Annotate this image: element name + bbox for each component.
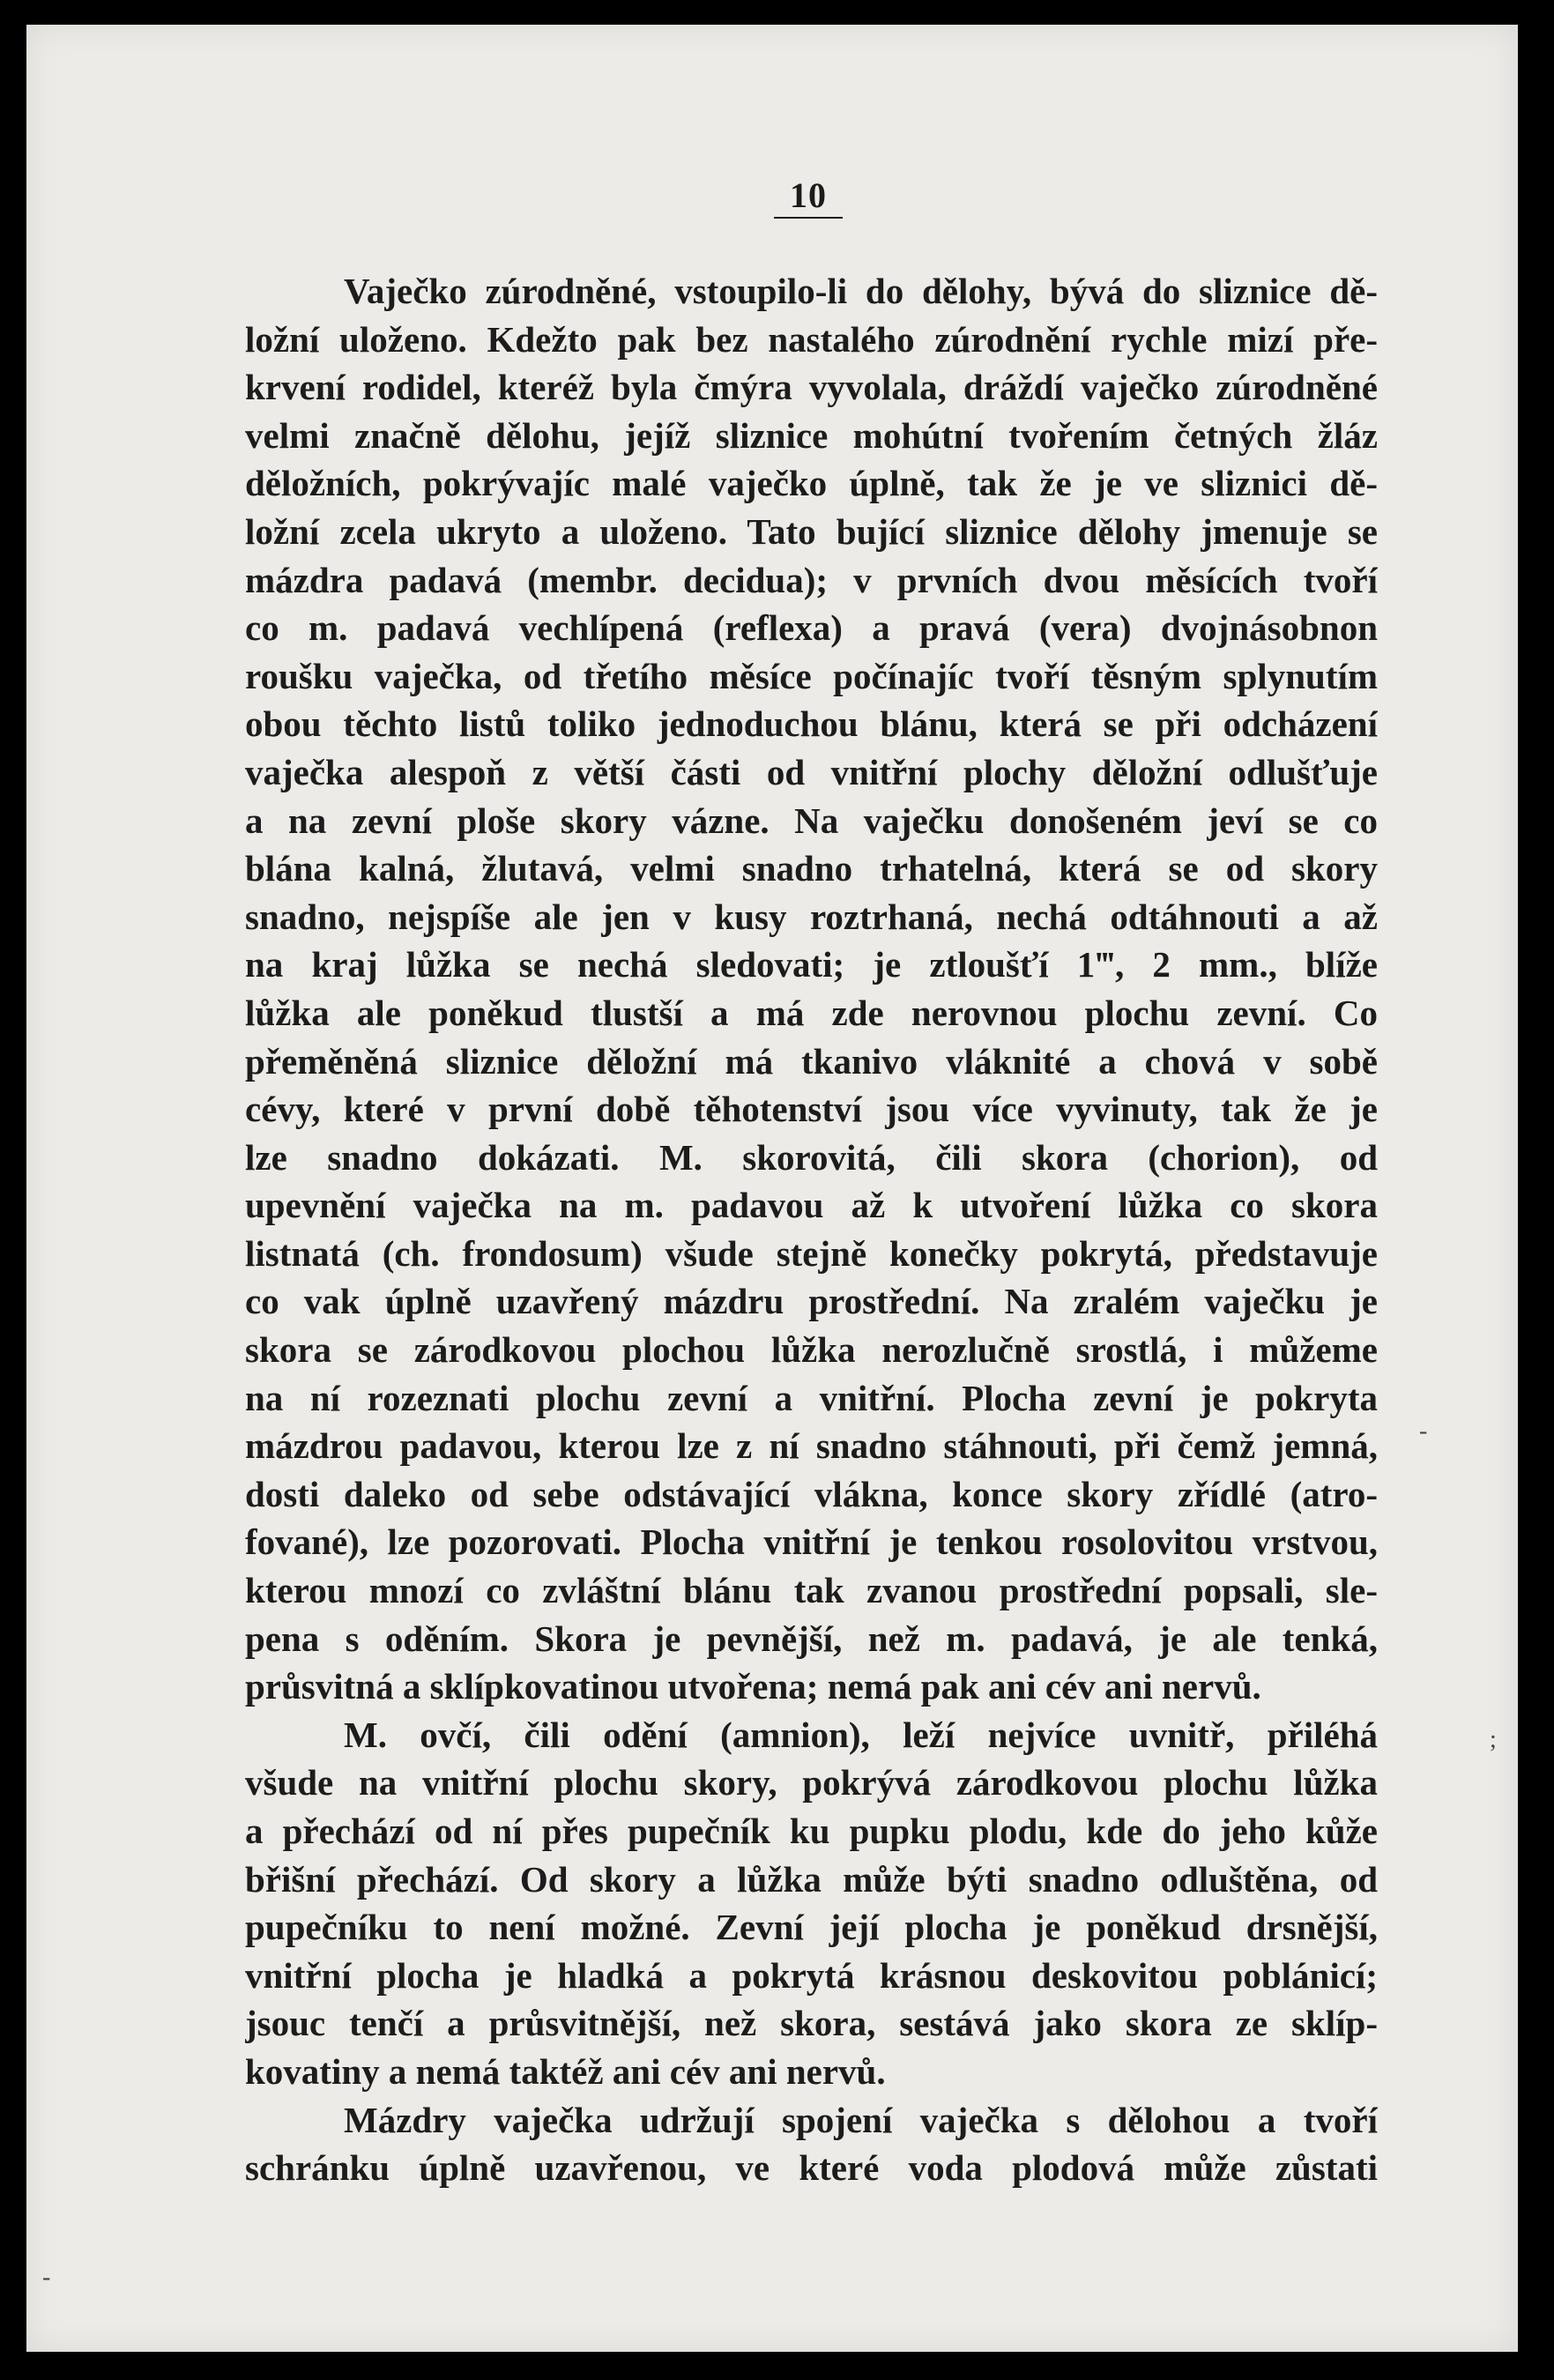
text-line: jsouc tenčí a průsvitnější, než skora, sestává jako skora ze sklíp- (245, 2003, 1378, 2044)
body-text (245, 267, 1378, 2192)
margin-speck: - (42, 2264, 51, 2291)
text-line: břišní přechází. Od skory a lůžka může býti snadno odluštěna, od (245, 1858, 1378, 1900)
margin-speck: ; (1490, 1726, 1497, 1753)
text-line: kovatiny a nemá taktéž ani cév ani nervů. (245, 2050, 886, 2092)
text-line: Mázdry vaječka udržují spojení vaječka s dělohou a tvoří (344, 2099, 1378, 2140)
text-line: vnitřní plocha je hladká a pokrytá krásnou deskovitou poblánicí; (245, 1954, 1378, 1996)
page-number: 10 (774, 176, 843, 219)
text-line: a přechází od ní přes pupečník ku pupku plodu, kde do jeho kůže (245, 1811, 1378, 1851)
text-line: mázdra padavá (membr. decidua); v prvních dvou měsících tvoří (245, 559, 1378, 600)
text-line: lze snadno dokázati. M. skorovitá, čili skora (chorion), od (245, 1136, 1378, 1178)
text-line: dosti daleko od sebe odstávající vlákna, konce skory zřídlé (atro- (245, 1473, 1378, 1514)
text-line: co vak úplně uzavřený mázdru prostřední. Na zralém vaječku je (245, 1281, 1378, 1322)
text-line: na kraj lůžka se nechá sledovati; je ztloušťí 1‴, 2 mm., blíže (245, 944, 1378, 985)
text-line: průsvitná a sklípkovatinou utvořena; nemá pak ani cév ani nervů. (245, 1666, 1261, 1707)
text-line: M. ovčí, čili odění (amnion), leží nejvíce uvnitř, přiléhá (344, 1714, 1378, 1755)
text-line: kterou mnozí co zvláštní blánu tak zvanou prostřední popsali, sle- (245, 1570, 1378, 1611)
text-line: mázdrou padavou, kterou lze z ní snadno stáhnouti, při čemž jemná, (245, 1425, 1378, 1467)
text-line: všude na vnitřní plochu skory, pokrývá zárodkovou plochu lůžka (245, 1762, 1378, 1804)
text-line: upevnění vaječka na m. padavou až k utvoření lůžka co skora (245, 1185, 1378, 1226)
text-line: schránku úplně uzavřenou, ve které voda plodová může zůstati (245, 2147, 1378, 2189)
text-line: a na zevní ploše skory vázne. Na vaječku donošeném jeví se co (245, 800, 1378, 841)
text-line: velmi značně dělohu, jejíž sliznice mohútní tvořením četných žláz (245, 414, 1378, 456)
text-line: co m. padavá vechlípená (reflexa) a pravá (vera) dvojnásobnon (245, 607, 1378, 649)
text-line: lůžka ale poněkud tlustší a má zde nerovnou plochu zevní. Co (245, 992, 1378, 1033)
text-line: blána kalná, žlutavá, velmi snadno trhatelná, která se od skory (245, 848, 1378, 889)
text-line: snadno, nejspíše ale jen v kusy roztrhaná, nechá odtáhnouti a až (245, 896, 1378, 937)
text-line: obou těchto listů toliko jednoduchou blánu, která se při odcházení (245, 703, 1378, 745)
text-line: vaječka alespoň z větší části od vnitřní plochy děložní odlušťuje (245, 751, 1378, 792)
text-line: roušku vaječka, od třetího měsíce počínajíc tvoří těsným splynutím (245, 655, 1378, 696)
page-number-area (760, 176, 857, 219)
text-line: fované), lze pozorovati. Plocha vnitřní je tenkou rosolovitou vrstvou, (245, 1521, 1378, 1563)
text-line: děložních, pokrývajíc malé vaječko úplně, tak že je ve sliznici dě- (245, 463, 1378, 504)
text-line: listnatá (ch. frondosum) všude stejně konečky pokrytá, představuje (245, 1232, 1378, 1274)
text-line: krvení rodidel, kteréž byla čmýra vyvolala, dráždí vaječko zúrodněné (245, 367, 1378, 408)
text-line: pena s oděním. Skora je pevnější, než m. padavá, je ale tenká, (245, 1618, 1378, 1659)
text-line: pupečníku to není možné. Zevní její plocha je poněkud drsnější, (245, 1907, 1378, 1948)
text-line: cévy, které v první době těhotenství jsou více vyvinuty, tak že je (245, 1089, 1378, 1130)
text-line: Vaječko zúrodněné, vstoupilo-li do dělohy, bývá do sliznice dě- (344, 271, 1378, 311)
text-line: na ní rozeznati plochu zevní a vnitřní. Plocha zevní je pokryta (245, 1377, 1378, 1418)
text-line: přeměněná sliznice děložní má tkanivo vláknité a chová v sobě (245, 1040, 1378, 1082)
text-line: ložní zcela ukryto a uloženo. Tato bující sliznice dělohy jmenuje se (245, 510, 1378, 552)
margin-speck: - (1419, 1417, 1428, 1445)
text-line: skora se zárodkovou plochou lůžka nerozlučně srostlá, i můžeme (245, 1329, 1378, 1371)
text-line: ložní uloženo. Kdežto pak bez nastalého zúrodnění rychle mizí pře- (245, 318, 1378, 360)
